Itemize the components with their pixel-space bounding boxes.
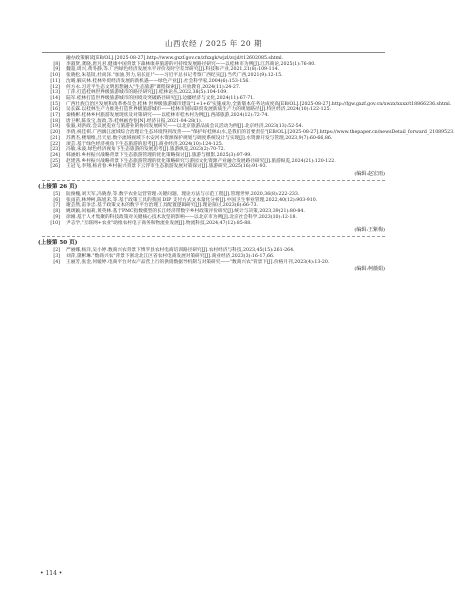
reference-text: 刘萍,黛彬琳."数商兴农"背景下浙北北江区省农村电商发展对策研究[J].商业经济,2023(3):16-17,66. [66, 253, 275, 259]
reference-text: 韩涵姐.乡村振兴战略背景下生态旅游管理的优化策略探讨[J].旅游与摄影,2025(3):97-99. [66, 152, 252, 158]
reference-number: [24] [50, 152, 60, 158]
reference-list-c [42, 248, 385, 265]
section-divider [42, 236, 385, 237]
reference-number: [21] [50, 135, 60, 141]
reference-number: [3] [53, 253, 60, 259]
reference-number: [10] [50, 220, 60, 226]
reference-text: 张毅,刘洪政.会议展览业与旅游业的协同发展研究——以北京旅游品质会议活动为例[J].北京经济,2023(13):52-54. [66, 124, 304, 130]
reference-text: 苏骋杰,楼瑞维,吕天星.数字流域视域下水安河水资源保护规划与调度系统设计与实现[J].水资源开发与管理,2023,9(7):60-66,86. [66, 135, 333, 141]
reference-text: 何方永.习近平生态文明思想融入"生态旅游"课程探索[J].开放教育,2024(11):24-27. [66, 84, 241, 90]
reference-number: [20] [50, 130, 60, 136]
reference-number: [12] [50, 84, 60, 90]
reference-text: 徐刚.基于人才集聚的科技政策对关键核心技术攻坚的影响——以北京市为例[J].北京社会科学,2023(10):12-18. [66, 214, 297, 220]
reference-number: [8] [53, 61, 60, 67]
reference-continuation: 融办政策解读[EB/OL].[2025-08-27].http://www.gxzf.gov.cn/zfxxgk/wjzl/zcjd/t12602085.shtml. [66, 56, 284, 61]
reference-text: 张晓松,朱基钗,杜尚泽."加油,努力,肩长征!"——习近平总书记考察广西纪实[J].当代广西,2021(9):12-15. [66, 73, 283, 79]
section-divider [42, 180, 385, 181]
reference-number: [11] [50, 78, 60, 84]
reference-number: [5] [53, 192, 60, 198]
reference-number: [14] [50, 95, 60, 101]
reference-text: 魏超,周兴,黄冬静,等.广西绿色经济发展水平评价及时空差异研究[J].科技和产业,2021,21(8):109-114. [66, 67, 280, 73]
reference-text: 冯敏,朱波.绿色经济视角下生态旅游的发展思考[J].旅游纵览,2023(2):70-72. [66, 147, 226, 153]
reference-number: [23] [50, 147, 60, 153]
reference-text: 李倩,祝佳祺.广西漓江流域综合治理让生态环境得到改善——"保护好桂林山水,是我们的首要责任"[EB/OL].[2025-08-27].https://www.thepaper.cn/newsDetail_forward_21089523. [66, 130, 455, 136]
reference-number: [17] [50, 113, 60, 119]
reference-text: 尹志学,"互联网+农业"助推农村电子商务和物流业发展[J].物流科技,2024,47(12):85-88. [66, 220, 252, 226]
reference-number: [6] [53, 197, 60, 203]
reference-number: [9] [53, 214, 60, 220]
reference-entry [42, 221, 385, 227]
reference-number: [26] [50, 164, 60, 170]
reference-text: 丁萍.打造桂林世界级旅游城市的路径研究[J].桂林论丛,2022,38(5):104-109. [66, 90, 228, 96]
reference-number: [25] [50, 158, 60, 164]
reference-text: 阮俊槐,刘天军,冯晓春,等.数字农业运营管理:关键问题、理论方法与示范工程[J].管理世界,2020,36(8):222-233. [66, 192, 300, 198]
reference-text: 吴长霖.以桂林生产力推进打造世界级旅游城市——桂林市国际联贸发展新质生产力的规划路径[J].特区经济,2024(10):122-125. [66, 107, 332, 113]
reference-text: 王丽芳,张金,何媛婷.电商平台对农产品营上行的供销数据导机制与对策研究——"数商兴农"背景下[J].价格月刊,2023(4):13-20. [66, 259, 330, 265]
reference-text: 唐卫彬,陈发宝,詹政,等.桂林画卷卷[N].经济日报,2021-04-28(1). [66, 118, 203, 124]
reference-text: 项芸.基于绿色经济视角下生态旅游的思考[J].商业经济,2024(10):124-125. [66, 141, 224, 147]
reference-number: [15] [50, 101, 60, 107]
reference-text: 陆军.桂林打造世界级旅游城市的困境及突破路径研究[J].边疆经济与文化,2024(11):67-71. [66, 95, 255, 101]
reference-text: 张雨苗,林坤柯,陈旭禾,等.基于政策工具的我国 DIP 支付方式文本量化分析[J].中国卫生事业管理,2022,40(12):903-910. [66, 197, 318, 203]
reference-entry [42, 260, 385, 266]
reference-text: 赵建茜.乡村振兴战略背景下生态旅游管理的优化策略研究与游园文化资源产业融合发展路径研究[J].旅游纵览,2024(21):120-122. [66, 158, 336, 164]
reference-number: [9] [53, 67, 60, 73]
page-number: • 114 • [40, 570, 63, 577]
reference-number: [7] [53, 203, 60, 209]
reference-number: [4] [53, 259, 60, 265]
reference-number: [18] [50, 118, 60, 124]
reference-text: 严丽娜,杨洋,吴小婷.数商兴农背景下博罗县农村电商培训路径研究[J].农村经济与科技,2023,45(15):261-264. [66, 248, 295, 254]
reference-text: 广西壮族自治区发展和改革委员会.桂林 世界级旅游城市建设"1+1+6"实施成功,全新版本任务达成度高[EB/OL].[2025-08-27].http://fgw.gxzf.gov.cn/xwzx/xxxx/t18866236.shtml. [66, 101, 452, 107]
reference-text: 秦梭彬.桂林乡村旅游发展现状及对策研究——以桂林市桂木村为例[J].西部旅游,2024(12):72-74. [66, 113, 269, 119]
reference-text: 姚颂颖,闰福莉,黄英林.基于PMC指数模型的长江经济带数字乡村政策评价研究[J].统计与决策,2023,39(21):80-84. [66, 209, 305, 215]
reference-text: 李淑贤,龚晓,唐凡君.健康中国背景下森林康养旅游的可持续发展路径研究——以桂林市为例[J].江苏商论,2025(1):76-80. [66, 61, 316, 67]
reference-number: [10] [50, 73, 60, 79]
reference-text: 王冠飞,李翔,杨君春.乡村振兴背景下云浮市生态旅游发展对策探讨[J].旅游研究,2025(16):91-93. [66, 164, 268, 170]
journal-header: 山西农经 / 2025 年 20 期 [164, 39, 263, 48]
reference-list-a [42, 61, 455, 170]
reference-entry [42, 164, 385, 170]
reference-number: [19] [50, 124, 60, 130]
editor-credit-a: (编辑:赵宏雨) [354, 171, 385, 178]
editor-credit-b: (编辑:王紫梅) [354, 227, 385, 234]
header-rule [42, 52, 385, 53]
reference-number: [8] [53, 209, 60, 215]
section-heading-b: (上接第 26 页) [38, 184, 78, 191]
reference-text: 谢芸然,雷争忠.基于政策文本的数字平台治理工具配置逻辑研究[J].理论探讨,2023(6):66-73. [66, 203, 258, 209]
reference-text: 沈晴,解庆林.桂林外贸经济发展的新机遇——绿色产业[J].社会科学家,2004(6):153-156. [66, 78, 250, 84]
references-content [38, 56, 455, 273]
reference-number: [16] [50, 107, 60, 113]
editor-credit-c: (编辑:柯薇娟) [354, 266, 385, 273]
reference-list-b [42, 192, 385, 226]
reference-number: [22] [50, 141, 60, 147]
reference-number: [13] [50, 90, 60, 96]
reference-number: [2] [53, 248, 60, 254]
section-heading-c: (上接第 50 页) [38, 240, 78, 247]
